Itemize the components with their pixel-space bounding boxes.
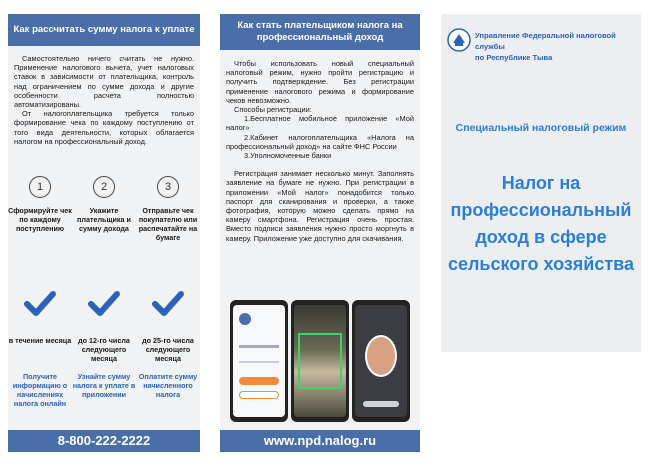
cover-panel (441, 14, 641, 352)
panel1-title: Как рассчитать сумму налога к уплате (8, 14, 200, 46)
step-2-action: Укажите плательщика и сумму дохода (77, 206, 131, 233)
step-2 (72, 176, 136, 399)
step-3-deadline: до 25-го числа следующего месяца (142, 336, 194, 363)
checkmark-icon (24, 290, 56, 318)
org-line-1: Управление Федеральной налоговой службы (475, 31, 616, 51)
panel2-text (220, 59, 420, 243)
fns-emblem-icon (447, 28, 471, 52)
phone-selfie-screen (352, 300, 410, 422)
step-2-result: Узнайте сумму налога к уплате в приложении (72, 372, 136, 399)
step-3-action: Отправьте чек покупателю или распечатайте на бумаге (138, 206, 198, 242)
panel1-paragraph-1: Самостоятельно ничего считать не нужно. Применение налогового вычета, учет налоговых ставок в зависимости от плательщика, контроль над ограничением по сумме дохода и другие особенности расчета полностью автоматизированы. (14, 54, 194, 110)
registration-panel (220, 14, 420, 452)
step-1 (8, 176, 72, 408)
step-1-deadline: в течение месяца (8, 336, 72, 345)
panel1-text (8, 54, 200, 146)
step-3-result: Оплатите сумму начисленного налога (138, 372, 198, 399)
cover-title-line-4: сельского хозяйства (447, 254, 635, 274)
panel2-paragraph-2: Регистрация занимает несколько минут. Заполнять заявление на бумаге не нужно. При регистрации в приложении «Мой налог» понадобится только паспорт для сканирования и проверки, а также фотография, которую можно сделать прямо на камеру смартфона. Регистрация очень простая. Вместо подписи заявления нужно просто моргнуть в камеру. Приложение уже доступно для скачивания. (226, 169, 414, 243)
step-2-deadline: до 12-го числа следующего месяца (78, 336, 130, 363)
step-1-action: Сформируйте чек по каждому поступлению (8, 206, 72, 233)
organization-name (475, 30, 641, 63)
org-line-2: по Республике Тыва (475, 53, 553, 62)
method-1: 1.Бесплатное мобильное приложение «Мой налог» (226, 114, 414, 133)
register-button-icon (239, 377, 279, 385)
tax-calculation-panel (8, 14, 200, 452)
checkmark-icon (88, 290, 120, 318)
cover-subtitle: Специальный налоговый режим (455, 122, 627, 134)
scan-frame-icon (298, 333, 342, 389)
app-logo-icon (239, 313, 251, 325)
methods-title: Способы регистрации: (234, 105, 312, 115)
cover-title (441, 170, 641, 278)
cover-title-line-1: Налог на (501, 173, 581, 193)
panel2-title: Как стать плательщиком налога на профессиональный доход (220, 14, 420, 50)
cover-title-line-2: профессиональный (450, 200, 632, 220)
step-3 (136, 176, 200, 399)
phone-registration-screen (230, 300, 288, 422)
phone-passport-scan (291, 300, 349, 422)
step-number-3: 3 (157, 176, 179, 198)
step-number-1: 1 (29, 176, 51, 198)
method-2: 2.Кабинет налогоплательщика «Налога на профессиональный доход» на сайте ФНС России (226, 132, 414, 151)
step-number-2: 2 (93, 176, 115, 198)
website-url: www.npd.nalog.ru (220, 430, 420, 452)
checkmark-icon (152, 290, 184, 318)
panel1-paragraph-2: От налогоплательщика требуется только формирование чека по каждому поступлению от того вида деятельности, которых облагается налогом на профессиональный доход. (14, 109, 194, 146)
method-3: 3.Уполномоченные банки (244, 151, 332, 161)
phone-number: 8-800-222-2222 (8, 430, 200, 452)
panel2-paragraph-1: Чтобы использовать новый специальный налоговый режим, нужно пройти регистрацию и получить подтверждение. Без регистрации применение налогового режима и формирование чеков невозможно. (226, 59, 414, 105)
face-icon (365, 335, 397, 377)
cover-title-line-3: доход в сфере (475, 227, 607, 247)
step-1-result: Получите информацию о начислениях налога онлайн (12, 372, 68, 408)
app-screenshots (230, 300, 410, 422)
